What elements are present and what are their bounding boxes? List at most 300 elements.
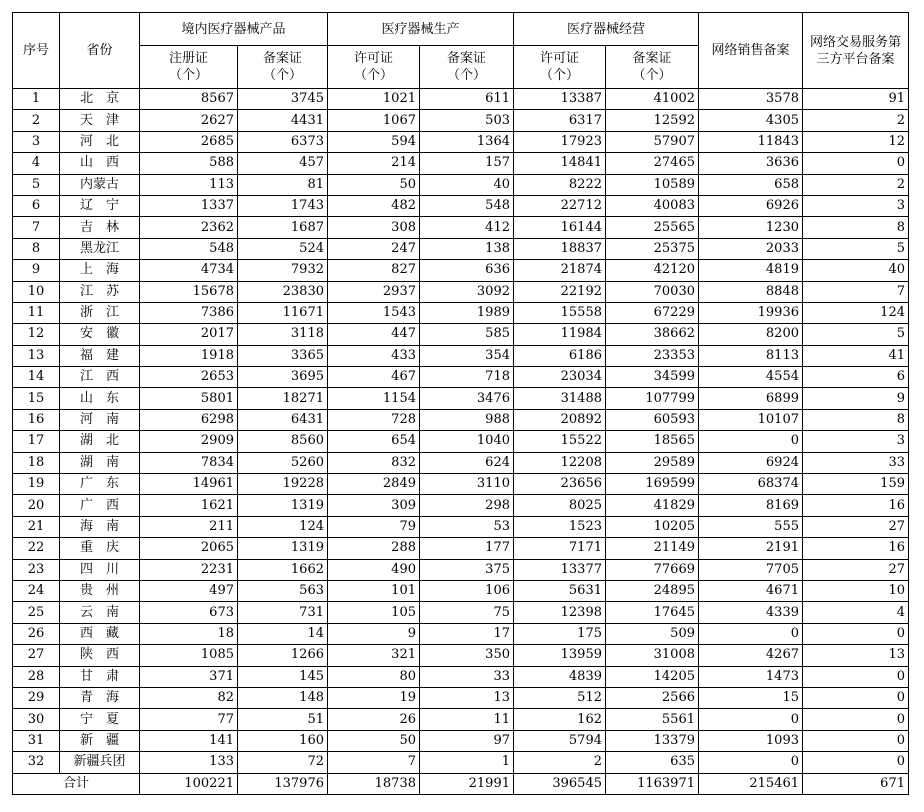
cell-registration: 2231 bbox=[140, 559, 238, 580]
cell-registration: 2627 bbox=[140, 110, 238, 131]
cell-third-party: 0 bbox=[803, 153, 909, 174]
cell-production-license: 827 bbox=[328, 260, 420, 281]
cell-third-party: 40 bbox=[803, 260, 909, 281]
cell-business-license: 15558 bbox=[514, 302, 606, 323]
cell-business-license: 31488 bbox=[514, 388, 606, 409]
cell-business-record: 509 bbox=[606, 623, 699, 644]
cell-record: 124 bbox=[238, 516, 328, 537]
cell-production-license: 7 bbox=[328, 752, 420, 773]
cell-business-record: 60593 bbox=[606, 409, 699, 430]
cell-business-license: 12398 bbox=[514, 602, 606, 623]
cell-registration: 211 bbox=[140, 516, 238, 537]
cell-business-record: 67229 bbox=[606, 302, 699, 323]
cell-third-party: 3 bbox=[803, 431, 909, 452]
cell-business-record: 18565 bbox=[606, 431, 699, 452]
table-row bbox=[13, 752, 909, 773]
total-online-sales: 215461 bbox=[699, 773, 803, 794]
cell-business-license: 18837 bbox=[514, 238, 606, 259]
total-business-record: 1163971 bbox=[606, 773, 699, 794]
cell-record: 1319 bbox=[238, 495, 328, 516]
medical-device-stats-table bbox=[12, 12, 909, 795]
cell-production-license: 50 bbox=[328, 730, 420, 751]
cell-seq: 4 bbox=[13, 153, 60, 174]
header-seq: 序号 bbox=[13, 13, 60, 89]
cell-seq: 13 bbox=[13, 345, 60, 366]
cell-production-license: 2937 bbox=[328, 281, 420, 302]
cell-production-record: 298 bbox=[420, 495, 514, 516]
cell-online-sales: 0 bbox=[699, 431, 803, 452]
cell-production-record: 1 bbox=[420, 752, 514, 773]
cell-production-license: 9 bbox=[328, 623, 420, 644]
cell-seq: 16 bbox=[13, 409, 60, 430]
cell-online-sales: 0 bbox=[699, 709, 803, 730]
cell-business-license: 22712 bbox=[514, 195, 606, 216]
cell-business-license: 5631 bbox=[514, 580, 606, 601]
cell-production-license: 321 bbox=[328, 645, 420, 666]
cell-online-sales: 0 bbox=[699, 623, 803, 644]
cell-record: 524 bbox=[238, 238, 328, 259]
cell-registration: 141 bbox=[140, 730, 238, 751]
cell-business-license: 22192 bbox=[514, 281, 606, 302]
table-row bbox=[13, 302, 909, 323]
cell-business-record: 29589 bbox=[606, 452, 699, 473]
cell-third-party: 10 bbox=[803, 580, 909, 601]
cell-record: 23830 bbox=[238, 281, 328, 302]
cell-registration: 8567 bbox=[140, 89, 238, 110]
cell-record: 4431 bbox=[238, 110, 328, 131]
cell-province: 山 东 bbox=[60, 388, 140, 409]
cell-production-record: 375 bbox=[420, 559, 514, 580]
table-row bbox=[13, 367, 909, 388]
cell-business-record: 42120 bbox=[606, 260, 699, 281]
table-row bbox=[13, 174, 909, 195]
cell-record: 3118 bbox=[238, 324, 328, 345]
cell-seq: 22 bbox=[13, 538, 60, 559]
cell-seq: 9 bbox=[13, 260, 60, 281]
cell-online-sales: 4267 bbox=[699, 645, 803, 666]
cell-production-license: 79 bbox=[328, 516, 420, 537]
cell-province: 西 藏 bbox=[60, 623, 140, 644]
cell-province: 湖 南 bbox=[60, 452, 140, 473]
header-sub-record bbox=[238, 46, 328, 89]
unit-label: （个） bbox=[353, 68, 393, 83]
cell-seq: 12 bbox=[13, 324, 60, 345]
cell-record: 457 bbox=[238, 153, 328, 174]
cell-business-license: 1523 bbox=[514, 516, 606, 537]
table-row bbox=[13, 709, 909, 730]
cell-record: 6373 bbox=[238, 131, 328, 152]
cell-online-sales: 658 bbox=[699, 174, 803, 195]
cell-business-record: 5561 bbox=[606, 709, 699, 730]
cell-province: 湖 北 bbox=[60, 431, 140, 452]
cell-business-license: 20892 bbox=[514, 409, 606, 430]
cell-production-record: 3476 bbox=[420, 388, 514, 409]
total-row bbox=[13, 773, 909, 794]
total-label: 合计 bbox=[13, 773, 140, 794]
cell-online-sales: 1230 bbox=[699, 217, 803, 238]
cell-record: 19228 bbox=[238, 474, 328, 495]
cell-production-license: 309 bbox=[328, 495, 420, 516]
cell-third-party: 8 bbox=[803, 217, 909, 238]
cell-production-record: 97 bbox=[420, 730, 514, 751]
cell-registration: 82 bbox=[140, 687, 238, 708]
table-row bbox=[13, 623, 909, 644]
cell-business-license: 7171 bbox=[514, 538, 606, 559]
cell-production-license: 654 bbox=[328, 431, 420, 452]
cell-production-license: 247 bbox=[328, 238, 420, 259]
table-row bbox=[13, 110, 909, 131]
cell-business-license: 162 bbox=[514, 709, 606, 730]
cell-online-sales: 6899 bbox=[699, 388, 803, 409]
cell-online-sales: 15 bbox=[699, 687, 803, 708]
cell-registration: 15678 bbox=[140, 281, 238, 302]
cell-registration: 7386 bbox=[140, 302, 238, 323]
table-footer bbox=[13, 773, 909, 794]
cell-seq: 11 bbox=[13, 302, 60, 323]
cell-business-record: 107799 bbox=[606, 388, 699, 409]
cell-province: 甘 肃 bbox=[60, 666, 140, 687]
cell-production-record: 13 bbox=[420, 687, 514, 708]
cell-business-record: 14205 bbox=[606, 666, 699, 687]
cell-registration: 673 bbox=[140, 602, 238, 623]
cell-production-license: 594 bbox=[328, 131, 420, 152]
cell-online-sales: 4339 bbox=[699, 602, 803, 623]
total-third-party: 671 bbox=[803, 773, 909, 794]
cell-online-sales: 555 bbox=[699, 516, 803, 537]
cell-online-sales: 8848 bbox=[699, 281, 803, 302]
cell-province: 福 建 bbox=[60, 345, 140, 366]
cell-seq: 7 bbox=[13, 217, 60, 238]
cell-business-record: 2566 bbox=[606, 687, 699, 708]
cell-province: 江 西 bbox=[60, 367, 140, 388]
cell-third-party: 0 bbox=[803, 730, 909, 751]
sub-label: 许可证 bbox=[539, 51, 579, 66]
cell-production-license: 1021 bbox=[328, 89, 420, 110]
cell-online-sales: 7705 bbox=[699, 559, 803, 580]
cell-seq: 1 bbox=[13, 89, 60, 110]
cell-business-license: 16144 bbox=[514, 217, 606, 238]
cell-business-record: 21149 bbox=[606, 538, 699, 559]
sub-label: 备案证 bbox=[632, 51, 672, 66]
cell-business-license: 13387 bbox=[514, 89, 606, 110]
cell-registration: 1337 bbox=[140, 195, 238, 216]
cell-province: 内蒙古 bbox=[60, 174, 140, 195]
cell-production-record: 75 bbox=[420, 602, 514, 623]
cell-province: 天 津 bbox=[60, 110, 140, 131]
table-body bbox=[13, 89, 909, 774]
cell-production-record: 1364 bbox=[420, 131, 514, 152]
cell-third-party: 2 bbox=[803, 110, 909, 131]
cell-province: 宁 夏 bbox=[60, 709, 140, 730]
cell-province: 广 东 bbox=[60, 474, 140, 495]
cell-seq: 31 bbox=[13, 730, 60, 751]
cell-production-record: 350 bbox=[420, 645, 514, 666]
cell-province: 陕 西 bbox=[60, 645, 140, 666]
cell-production-record: 503 bbox=[420, 110, 514, 131]
cell-record: 563 bbox=[238, 580, 328, 601]
header-group-production: 医疗器械生产 bbox=[328, 13, 514, 46]
cell-seq: 21 bbox=[13, 516, 60, 537]
sub-label: 备案证 bbox=[446, 51, 486, 66]
total-production-license: 18738 bbox=[328, 773, 420, 794]
cell-record: 18271 bbox=[238, 388, 328, 409]
cell-online-sales: 19936 bbox=[699, 302, 803, 323]
cell-business-record: 34599 bbox=[606, 367, 699, 388]
total-business-license: 396545 bbox=[514, 773, 606, 794]
cell-registration: 2685 bbox=[140, 131, 238, 152]
cell-business-license: 4839 bbox=[514, 666, 606, 687]
stats-table-container bbox=[12, 12, 909, 795]
cell-record: 1743 bbox=[238, 195, 328, 216]
cell-record: 3745 bbox=[238, 89, 328, 110]
table-row bbox=[13, 452, 909, 473]
cell-third-party: 7 bbox=[803, 281, 909, 302]
cell-record: 51 bbox=[238, 709, 328, 730]
cell-registration: 4734 bbox=[140, 260, 238, 281]
cell-online-sales: 0 bbox=[699, 752, 803, 773]
cell-business-record: 57907 bbox=[606, 131, 699, 152]
total-production-record: 21991 bbox=[420, 773, 514, 794]
cell-business-record: 25565 bbox=[606, 217, 699, 238]
cell-seq: 24 bbox=[13, 580, 60, 601]
cell-third-party: 5 bbox=[803, 324, 909, 345]
cell-registration: 14961 bbox=[140, 474, 238, 495]
cell-registration: 77 bbox=[140, 709, 238, 730]
cell-province: 上 海 bbox=[60, 260, 140, 281]
cell-business-license: 21874 bbox=[514, 260, 606, 281]
cell-province: 重 庆 bbox=[60, 538, 140, 559]
cell-online-sales: 4554 bbox=[699, 367, 803, 388]
total-record: 137976 bbox=[238, 773, 328, 794]
cell-business-record: 38662 bbox=[606, 324, 699, 345]
cell-third-party: 5 bbox=[803, 238, 909, 259]
cell-registration: 1085 bbox=[140, 645, 238, 666]
table-row bbox=[13, 602, 909, 623]
cell-record: 160 bbox=[238, 730, 328, 751]
cell-province: 山 西 bbox=[60, 153, 140, 174]
cell-business-license: 13959 bbox=[514, 645, 606, 666]
cell-seq: 10 bbox=[13, 281, 60, 302]
table-row bbox=[13, 345, 909, 366]
cell-business-record: 41829 bbox=[606, 495, 699, 516]
cell-third-party: 0 bbox=[803, 666, 909, 687]
header-sub-registration bbox=[140, 46, 238, 89]
cell-seq: 19 bbox=[13, 474, 60, 495]
cell-province: 河 南 bbox=[60, 409, 140, 430]
cell-business-record: 169599 bbox=[606, 474, 699, 495]
cell-record: 5260 bbox=[238, 452, 328, 473]
cell-business-record: 10589 bbox=[606, 174, 699, 195]
cell-business-record: 17645 bbox=[606, 602, 699, 623]
cell-business-license: 15522 bbox=[514, 431, 606, 452]
table-row bbox=[13, 260, 909, 281]
unit-label: （个） bbox=[539, 68, 579, 83]
cell-business-license: 8222 bbox=[514, 174, 606, 195]
cell-registration: 371 bbox=[140, 666, 238, 687]
cell-production-record: 17 bbox=[420, 623, 514, 644]
cell-record: 8560 bbox=[238, 431, 328, 452]
cell-seq: 23 bbox=[13, 559, 60, 580]
cell-business-license: 5794 bbox=[514, 730, 606, 751]
cell-third-party: 33 bbox=[803, 452, 909, 473]
cell-online-sales: 4819 bbox=[699, 260, 803, 281]
table-row bbox=[13, 538, 909, 559]
unit-label: （个） bbox=[632, 68, 672, 83]
cell-production-license: 19 bbox=[328, 687, 420, 708]
cell-record: 6431 bbox=[238, 409, 328, 430]
cell-province: 黑龙江 bbox=[60, 238, 140, 259]
cell-production-record: 988 bbox=[420, 409, 514, 430]
unit-label: （个） bbox=[262, 68, 302, 83]
cell-registration: 2017 bbox=[140, 324, 238, 345]
cell-business-license: 13377 bbox=[514, 559, 606, 580]
cell-registration: 548 bbox=[140, 238, 238, 259]
cell-registration: 6298 bbox=[140, 409, 238, 430]
cell-record: 7932 bbox=[238, 260, 328, 281]
cell-production-license: 288 bbox=[328, 538, 420, 559]
cell-business-license: 23034 bbox=[514, 367, 606, 388]
cell-record: 1687 bbox=[238, 217, 328, 238]
table-row bbox=[13, 281, 909, 302]
table-row bbox=[13, 195, 909, 216]
cell-province: 江 苏 bbox=[60, 281, 140, 302]
cell-production-record: 718 bbox=[420, 367, 514, 388]
cell-record: 1662 bbox=[238, 559, 328, 580]
cell-production-license: 832 bbox=[328, 452, 420, 473]
cell-online-sales: 2191 bbox=[699, 538, 803, 559]
table-row bbox=[13, 324, 909, 345]
cell-online-sales: 11843 bbox=[699, 131, 803, 152]
cell-registration: 18 bbox=[140, 623, 238, 644]
cell-registration: 2653 bbox=[140, 367, 238, 388]
cell-business-license: 17923 bbox=[514, 131, 606, 152]
header-sub-record bbox=[420, 46, 514, 89]
cell-registration: 2065 bbox=[140, 538, 238, 559]
table-row bbox=[13, 153, 909, 174]
cell-online-sales: 3636 bbox=[699, 153, 803, 174]
cell-seq: 8 bbox=[13, 238, 60, 259]
table-row bbox=[13, 666, 909, 687]
cell-third-party: 9 bbox=[803, 388, 909, 409]
header-third-party-platform: 网络交易服务第三方平台备案 bbox=[803, 13, 909, 89]
cell-registration: 1918 bbox=[140, 345, 238, 366]
table-row bbox=[13, 131, 909, 152]
cell-production-license: 728 bbox=[328, 409, 420, 430]
table-row bbox=[13, 388, 909, 409]
cell-online-sales: 6926 bbox=[699, 195, 803, 216]
table-row bbox=[13, 580, 909, 601]
cell-production-record: 3092 bbox=[420, 281, 514, 302]
cell-production-license: 101 bbox=[328, 580, 420, 601]
table-row bbox=[13, 516, 909, 537]
cell-third-party: 0 bbox=[803, 709, 909, 730]
cell-business-license: 175 bbox=[514, 623, 606, 644]
cell-business-record: 12592 bbox=[606, 110, 699, 131]
cell-production-license: 50 bbox=[328, 174, 420, 195]
cell-business-record: 13379 bbox=[606, 730, 699, 751]
cell-registration: 2362 bbox=[140, 217, 238, 238]
cell-registration: 5801 bbox=[140, 388, 238, 409]
cell-province: 辽 宁 bbox=[60, 195, 140, 216]
cell-production-license: 467 bbox=[328, 367, 420, 388]
table-row bbox=[13, 687, 909, 708]
cell-business-record: 10205 bbox=[606, 516, 699, 537]
cell-seq: 20 bbox=[13, 495, 60, 516]
cell-province: 贵 州 bbox=[60, 580, 140, 601]
cell-online-sales: 10107 bbox=[699, 409, 803, 430]
cell-province: 安 徽 bbox=[60, 324, 140, 345]
unit-label: （个） bbox=[168, 68, 208, 83]
table-row bbox=[13, 559, 909, 580]
cell-business-license: 512 bbox=[514, 687, 606, 708]
cell-production-license: 1154 bbox=[328, 388, 420, 409]
cell-seq: 18 bbox=[13, 452, 60, 473]
cell-production-record: 40 bbox=[420, 174, 514, 195]
cell-province: 海 南 bbox=[60, 516, 140, 537]
cell-business-record: 40083 bbox=[606, 195, 699, 216]
cell-province: 新 疆 bbox=[60, 730, 140, 751]
cell-production-record: 611 bbox=[420, 89, 514, 110]
cell-production-record: 33 bbox=[420, 666, 514, 687]
cell-third-party: 0 bbox=[803, 687, 909, 708]
cell-seq: 5 bbox=[13, 174, 60, 195]
cell-record: 3365 bbox=[238, 345, 328, 366]
cell-online-sales: 1473 bbox=[699, 666, 803, 687]
cell-production-record: 3110 bbox=[420, 474, 514, 495]
cell-production-license: 1067 bbox=[328, 110, 420, 131]
cell-province: 北 京 bbox=[60, 89, 140, 110]
cell-province: 广 西 bbox=[60, 495, 140, 516]
cell-province: 河 北 bbox=[60, 131, 140, 152]
table-row bbox=[13, 238, 909, 259]
cell-seq: 17 bbox=[13, 431, 60, 452]
cell-record: 14 bbox=[238, 623, 328, 644]
cell-business-record: 23353 bbox=[606, 345, 699, 366]
cell-production-license: 105 bbox=[328, 602, 420, 623]
table-header bbox=[13, 13, 909, 89]
cell-registration: 2909 bbox=[140, 431, 238, 452]
cell-production-license: 26 bbox=[328, 709, 420, 730]
table-row bbox=[13, 474, 909, 495]
cell-seq: 14 bbox=[13, 367, 60, 388]
cell-production-record: 548 bbox=[420, 195, 514, 216]
cell-third-party: 6 bbox=[803, 367, 909, 388]
table-row bbox=[13, 730, 909, 751]
cell-record: 1319 bbox=[238, 538, 328, 559]
cell-third-party: 8 bbox=[803, 409, 909, 430]
cell-seq: 15 bbox=[13, 388, 60, 409]
cell-business-license: 6186 bbox=[514, 345, 606, 366]
cell-registration: 588 bbox=[140, 153, 238, 174]
cell-production-license: 433 bbox=[328, 345, 420, 366]
cell-online-sales: 8113 bbox=[699, 345, 803, 366]
cell-seq: 30 bbox=[13, 709, 60, 730]
cell-production-record: 412 bbox=[420, 217, 514, 238]
cell-production-record: 106 bbox=[420, 580, 514, 601]
header-online-sales: 网络销售备案 bbox=[699, 13, 803, 89]
cell-third-party: 159 bbox=[803, 474, 909, 495]
cell-production-record: 354 bbox=[420, 345, 514, 366]
header-sub-record bbox=[606, 46, 699, 89]
cell-record: 3695 bbox=[238, 367, 328, 388]
cell-production-license: 80 bbox=[328, 666, 420, 687]
cell-online-sales: 3578 bbox=[699, 89, 803, 110]
cell-production-license: 2849 bbox=[328, 474, 420, 495]
cell-registration: 1621 bbox=[140, 495, 238, 516]
table-row bbox=[13, 409, 909, 430]
cell-production-record: 585 bbox=[420, 324, 514, 345]
cell-seq: 3 bbox=[13, 131, 60, 152]
